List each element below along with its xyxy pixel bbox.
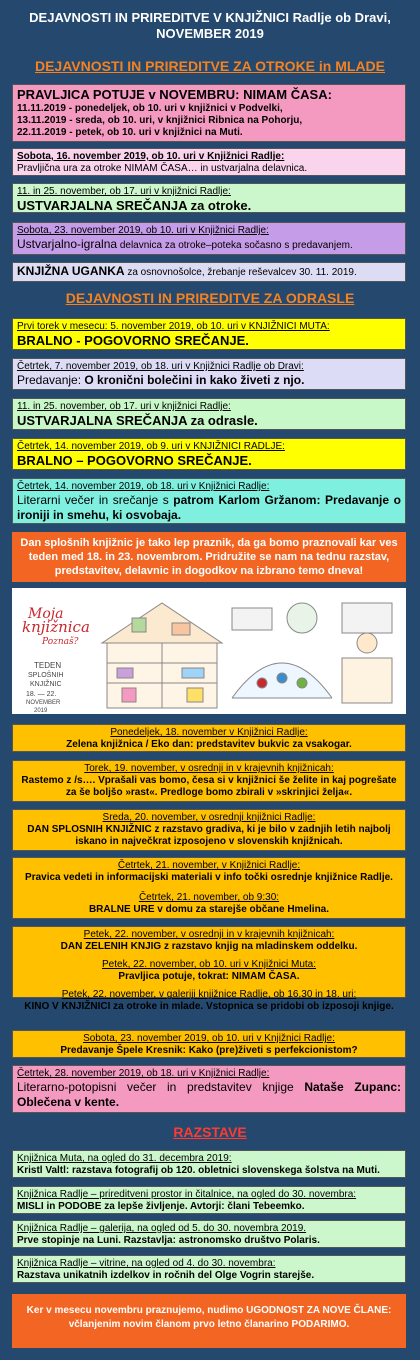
event-pravljica-potuje <box>12 84 406 142</box>
event-text: delavnica za otroke–poteka sočasno s predavanjem. <box>117 240 353 251</box>
event-karl-grzan <box>12 478 406 524</box>
exhibition-luna <box>12 1220 406 1248</box>
event-line: 22.11.2019 - petek, ob 10. uri v knjižnici na Muti. <box>17 127 243 138</box>
event-text: BRALNO – POGOVORNO SREČANJE. <box>17 453 252 468</box>
exhibition-text: Prve stopinje na Luni. Razstavlja: astronomsko društvo Polaris. <box>17 1235 320 1246</box>
event-text: Zelena knjižnica / Eko dan: predstavitev bukvic za vsakogar. <box>66 739 352 750</box>
event-text: O kronični bolečini in kako živeti z njo. <box>84 373 305 387</box>
event-text: Predavanje Špele Kresnik: Kako (pre)živeti s perfekcionistom? <box>60 1045 358 1056</box>
event-bralno-radlje <box>12 438 406 470</box>
event-heading: Četrtek, 7. november 2019, ob 18. uri v Knjižnici Radlje ob Dravi: <box>17 361 304 372</box>
exhibition-muta <box>12 1150 406 1178</box>
event-heading: 11. in 25. november, ob 17. uri v knjižnici Radlje: <box>17 186 231 197</box>
event-text: Nataše Zupanc: Oblečena v kente. <box>17 1080 401 1109</box>
week-poster <box>12 588 406 714</box>
event-text: DAN SPLOSNIH KNJIŽNIC z razstavo gradiva, ki je bilo v zadnjih letih najbolj iskano in največkrat izposojeno v slovenskih knjižnicah. <box>27 824 391 847</box>
event-text: USTVARJALNA SREČANJA za otroke. <box>17 198 252 213</box>
exhibition-text: Razstava unikatnih izdelkov in ročnih del Olge Vogrin starejše. <box>17 1270 315 1281</box>
week-event-tuesday <box>12 760 406 802</box>
title-line-1: DEJAVNOSTI IN PRIREDITVE V KNJIŽNICI Radlje ob Dravi, <box>29 10 391 25</box>
poster-logo-3: Poznaš? <box>42 637 79 647</box>
event-pravljicna-ura <box>12 148 406 176</box>
event-text: KINO V KNJIŽNICI za otroke in mlade. Vstopnica se pridobi ob izposoji knjige. <box>24 1001 394 1012</box>
event-ustvarjalna-otroke <box>12 183 406 213</box>
event-heading: Petek, 22. november, v galeriji knjižnice Radlje, ob 16.30 in 18. uri: <box>61 989 357 1000</box>
event-text-plain: Literarni večer in srečanje s <box>17 493 174 507</box>
event-heading: Četrtek, 14. november 2019, ob 18. uri v Knjižnici Radlje: <box>17 481 270 492</box>
week-event-saturday <box>12 1030 406 1058</box>
exhibition-text: MISLI in PODOBE za lepše življenje. Avtorji: člani Tebeemko. <box>17 1201 305 1212</box>
poster-month: NOVEMBER <box>26 700 61 706</box>
poster-year: 2019 <box>34 708 48 714</box>
poster-logo-2: knjižnica <box>22 618 90 636</box>
event-ustvarjalno-igralna <box>12 222 406 255</box>
week-event-friday <box>12 926 406 1012</box>
event-text: BRALNE URE v domu za starejše občane Hmelina. <box>88 904 330 915</box>
event-text: za osnovnošolce, žrebanje reševalcev 30. 11. 2019. <box>124 267 357 278</box>
event-text-plain: Literarno-potopisni večer in predstavitev knjige <box>17 1080 305 1094</box>
poster-illustration <box>12 588 406 714</box>
section-title-children: DEJAVNOSTI IN PRIREDITVE ZA OTROKE in MLADE <box>34 58 386 74</box>
exhibition-vitrine <box>12 1255 406 1283</box>
week-event-wednesday <box>12 809 406 851</box>
page-title <box>0 10 420 42</box>
event-heading: 11. in 25. november, ob 17. uri v knjižnici Radlje: <box>17 401 231 412</box>
poster-week-3: KNJIŽNIC <box>30 681 62 688</box>
section-title-exhibitions: RAZSTAVE <box>173 1124 247 1140</box>
exhibition-heading: Knjižnica Radlje – vitrine, na ogled od 4. do 30. novembra: <box>17 1258 276 1269</box>
event-heading: Ponedeljek, 18. november v Knjižnici Radlje: <box>110 727 308 738</box>
event-text: Pravljična ura za otroke NIMAM ČASA… in ustvarjalna delavnica. <box>17 163 308 174</box>
event-knjizna-uganka <box>12 262 406 282</box>
event-text: Pravica vedeti in informacijski materiali v info točki osrednje knjižnice Radlje. <box>25 872 393 883</box>
exhibition-heading: Knjižnica Radlje – galerija, na ogled od 5. do 30. novembra 2019. <box>17 1223 307 1234</box>
week-event-thursday <box>12 857 406 919</box>
event-text-plain: Predavanje: <box>17 373 85 387</box>
exhibition-text: Kristl Valtl: razstava fotografij ob 120. obletnici slovenskega šolstva na Muti. <box>17 1165 380 1176</box>
event-line: 13.11.2019 - sreda, ob 10. uri, v knjižnici Ribnica na Pohorju, <box>17 115 303 126</box>
title-line-2: NOVEMBER 2019 <box>156 26 264 41</box>
event-text: Rastemo z /s…. Vprašali vas bomo, česa si v knjižnici še želite in kaj pogrešate za še boljšo »rast«. Predloge bomo zbirali v »skrinjici želja«. <box>21 775 397 798</box>
event-predavanje-bolecina <box>12 358 406 390</box>
event-line: 11.11.2019 - ponedeljek, ob 10. uri v knjižnici v Podvelki, <box>17 103 283 114</box>
event-heading: Sobota, 23. november 2019, ob 10. uri v Knjižnici Radlje: <box>17 225 269 236</box>
event-heading: Četrtek, 14. november 2019, ob 9. uri v KNJIŽNICI RADLJE: <box>17 441 285 452</box>
event-text-strong: Ustvarjalno-igralna <box>17 237 118 251</box>
exhibition-misli-podobe <box>12 1186 406 1214</box>
event-text: DAN ZELENIH KNJIG z razstavo knjig na mladinskem oddelku. <box>60 941 358 952</box>
event-heading: Sobota, 16. november 2019, ob 10. uri v Knjižnici Radlje: <box>17 151 285 162</box>
poster-dates: 18. — 22. <box>26 691 57 698</box>
event-text: Pravljica potuje, tokrat: NIMAM ČASA. <box>118 971 300 982</box>
event-text: patrom Karlom Gržanom: Predavanje o ironiji in smehu, ki osvobaja. <box>17 493 401 522</box>
exhibition-heading: Knjižnica Radlje – prireditveni prostor in čitalnice, na ogled do 30. novembra: <box>17 1189 357 1200</box>
section-title-adults: DEJAVNOSTI IN PRIREDITVE ZA ODRASLE <box>65 290 355 306</box>
event-heading: Sobota, 23. november 2019, ob 10. uri v Knjižnici Radlje: <box>83 1033 335 1044</box>
event-text: BRALNO - POGOVORNO SREČANJE. <box>17 333 249 348</box>
event-heading: Petek, 22. november, ob 10. uri v Knjižnici Muta: <box>102 959 316 970</box>
exhibition-heading: Knjižnica Muta, na ogled do 31. decembra 2019: <box>17 1153 232 1164</box>
event-ustvarjalna-odrasle <box>12 398 406 430</box>
event-heading: Četrtek, 28. november 2019, ob 18. uri v Knjižnici Radlje: <box>17 1068 270 1079</box>
event-heading: Sreda, 20. november, v osrednji knjižnici Radlje: <box>102 812 316 823</box>
event-natasa-zupanc <box>12 1065 406 1113</box>
event-heading: Petek, 22. november, v osrednji in v krajevnih knjižnicah: <box>83 929 335 940</box>
poster-week-2: SPLOŠNIH <box>28 672 64 679</box>
event-heading: Torek, 19. november, v osrednji in v krajevnih knjižnicah: <box>84 763 334 774</box>
membership-promo: Ker v mesecu novembru praznujemo, nudimo UGODNOST ZA NOVE ČLANE: včlanjenim novim članom prvo letno članarino PODARIMO. <box>12 1294 406 1348</box>
poster-logo-1: Moja <box>28 606 64 622</box>
poster-week-1: TEDEN <box>34 661 62 670</box>
event-text-strong: KNJIŽNA UGANKA <box>17 264 125 278</box>
event-text: USTVARJALNA SREČANJA za odrasle. <box>17 413 258 428</box>
event-bralno-muta <box>12 318 406 350</box>
event-heading: Prvi torek v mesecu: 5. november 2019, ob 10. uri v KNJIŽNICI MUTA: <box>17 321 330 332</box>
event-title: PRAVLJICA POTUJE v NOVEMBRU: NIMAM ČASA: <box>17 87 332 102</box>
event-heading: Četrtek, 21. november, v Knjižnici Radlje: <box>117 860 301 871</box>
week-event-monday <box>12 724 406 752</box>
event-heading: Četrtek, 21. november, ob 9:30: <box>138 892 280 903</box>
week-promo: Dan splošnih knjižnic je tako lep praznik, da ga bomo praznovali kar ves teden med 18. in 23. novembrom. Pridružite se nam na tednu razstav, predstavitev, delavnic in dogodkov na izbrano temo dneva! <box>12 532 406 582</box>
